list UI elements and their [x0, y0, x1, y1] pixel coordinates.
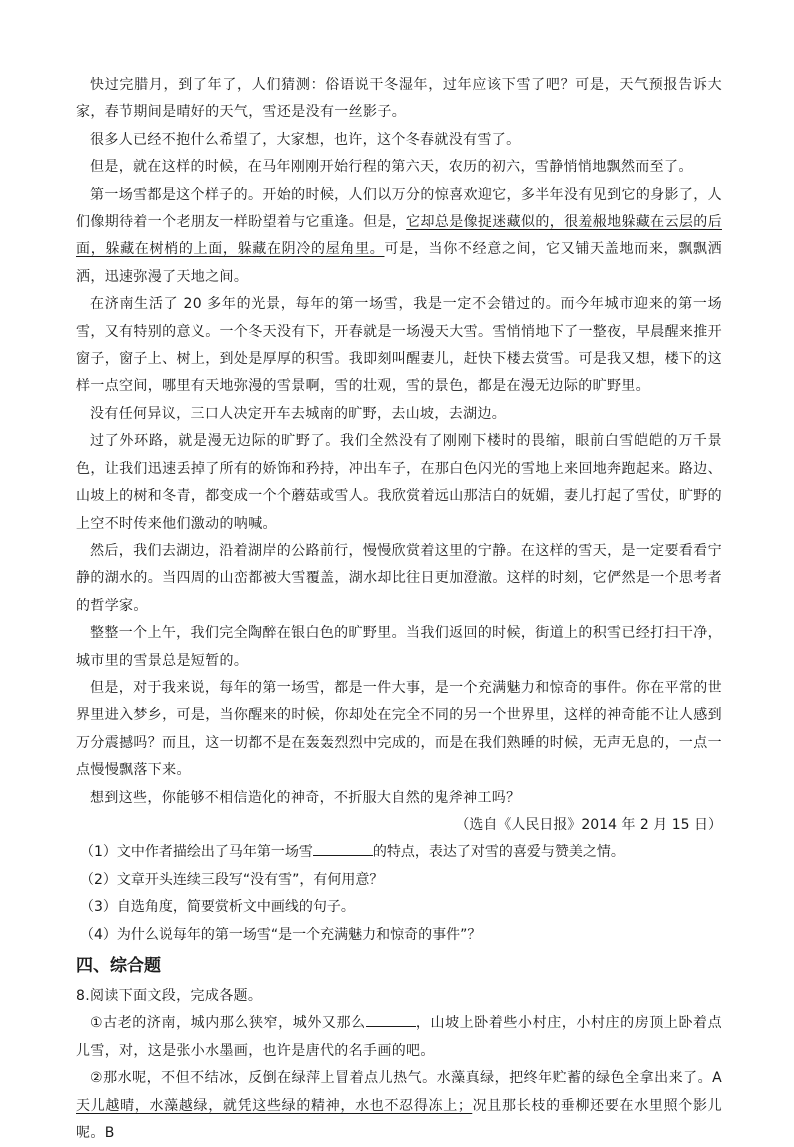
paragraph-9: 整整一个上午，我们完全陶醉在银白色的旷野里。当我们返回的时候，街道上的积雪已经打扫干净，城市里的雪景总是短暂的。 — [76, 625, 722, 669]
paragraph-4-part-b: 可是，当你不经意之间，它又铺天盖地而来，飘飘洒洒，迅速弥漫了天地之间。 — [76, 241, 722, 285]
section-1-part-b: ，山坡上卧着些小村庄，小村庄的房顶上卧着点儿雪，对，这是张小水墨画，也许是唐代的名手画的吧。 — [76, 1015, 722, 1059]
paragraph-4-part-a: 第一场雪都是这个样子的。开始的时候，人们以万分的惊喜欢迎它，多半年没有见到它的身影了，人们像期待着一个老朋友一样盼望着与它重逢。但是， — [76, 186, 722, 231]
paragraph-1: 快过完腊月，到了年了，人们猜测：俗语说干冬湿年，过年应该下雪了吧？可是，天气预报告诉大家，春节期间是晴好的天气，雪还是没有一丝影子。 — [76, 77, 722, 121]
passage-section-2 — [76, 1065, 722, 1147]
question-8-intro: 8.阅读下面文段，完成各题。 — [76, 988, 263, 1004]
question-3: （3）自选角度，简要赏析文中画线的句子。 — [80, 899, 355, 916]
answer-blank[interactable] — [366, 1012, 416, 1027]
paragraph-4 — [76, 182, 722, 292]
underlined-sentence: 它却总是像捉迷藏似的，很羞赧地躲藏在云层的后面，躲藏在树梢的上面，躲藏在阴冷的屋角里。 — [76, 214, 722, 258]
circled-number-1: ① — [90, 1015, 104, 1032]
question-4: （4）为什么说每年的第一场雪“是一个充满魅力和惊奇的事件”？ — [80, 926, 482, 943]
paragraph-2: 很多人已经不抱什么希望了，大家想，也许，这个冬春就没有雪了。 — [90, 131, 521, 148]
paragraph-7: 过了外环路，就是漫无边际的旷野了。我们全然没有了刚刚下楼时的畏缩，眼前白雪皑皑的万千景色，让我们迅速丢掉了所有的娇饰和矜持，冲出车子，在那白色闪光的雪地上来回地奔跑起来。路边、山坡上的树和冬青，都变成一个个蘑菇或雪人。我欣赏着远山那洁白的妩媚，妻儿打起了雪仗，旷野的上空不时传来他们激动的呐喊。 — [76, 433, 722, 532]
section-1-part-a: 古老的济南，城内那么狭窄，城外又那么 — [103, 1015, 366, 1032]
paragraph-10: 但是，对于我来说，每年的第一场雪，都是一件大事，是一个充满魅力和惊奇的事件。你在平常的世界里进入梦乡，可是，当你醒来的时候，你却处在完全不同的另一个世界里，这样的神奇能不让人感到万分震撼吗？而且，这一切都不是在轰轰烈烈中完成的，而是在我们熟睡的时候，无声无息的，一点一点慢慢飘落下来。 — [76, 679, 722, 779]
section-2-part-a: 那水呢，不但不结冰，反倒在绿萍上冒着点儿热气。水藻真绿，把终年贮蓄的绿色全拿出来了。A — [103, 1070, 723, 1087]
document-content — [76, 72, 722, 1147]
circled-number-2: ② — [90, 1070, 104, 1087]
answer-blank[interactable] — [313, 841, 373, 856]
question-1 — [76, 839, 722, 866]
paragraph-3: 但是，就在这样的时候，在马年刚刚开始行程的第六天，农历的初六，雪静悄悄地飘然而至了。 — [90, 159, 693, 176]
question-1-part-a: （1）文中作者描绘出了马年第一场雪 — [80, 844, 313, 861]
paragraph-8: 然后，我们去湖边，沿着湖岸的公路前行，慢慢欣赏着这里的宁静。在这样的雪天，是一定要看看宁静的湖水的。当四周的山峦都被大雪覆盖，湖水却比往日更加澄澈。这样的时刻，它俨然是一个思考者的哲学家。 — [76, 542, 722, 614]
paragraph-5: 在济南生活了 20 多年的光景，每年的第一场雪，我是一定不会错过的。而今年城市迎来的第一场雪，又有特别的意义。一个冬天没有下，开春就是一场漫天大雪。雪悄悄地下了一整夜，早晨醒来推开窗子，窗子上、树上，到处是厚厚的积雪。我即刻叫醒妻儿，赶快下楼去赏雪。可是我又想，楼下的这样一点空间，哪里有天地弥漫的雪景啊，雪的壮观，雪的景色，都是在漫无边际的旷野里。 — [76, 296, 722, 395]
paragraph-11: 想到这些，你能够不相信造化的神奇，不折服大自然的鬼斧神工吗？ — [90, 789, 521, 806]
passage-section-1 — [76, 1010, 722, 1065]
source-citation: （选自《人民日报》2014 年 2 月 15 日） — [455, 816, 722, 833]
underlined-sentence-a: 天儿越晴，水藻越绿，就凭这些绿的精神，水也不忍得冻上； — [76, 1097, 473, 1114]
section-2-part-b: 况且那长枝的垂柳还要在水里照个影儿呢。B — [76, 1097, 722, 1142]
question-1-part-b: 的特点，表达了对雪的喜爱与赞美之情。 — [372, 844, 625, 861]
section-heading: 四、综合题 — [76, 956, 161, 976]
paragraph-6: 没有任何异议，三口人决定开车去城南的旷野，去山坡，去湖边。 — [90, 405, 507, 422]
question-2: （2）文章开头连续三段写“没有雪”，有何用意？ — [80, 871, 384, 888]
